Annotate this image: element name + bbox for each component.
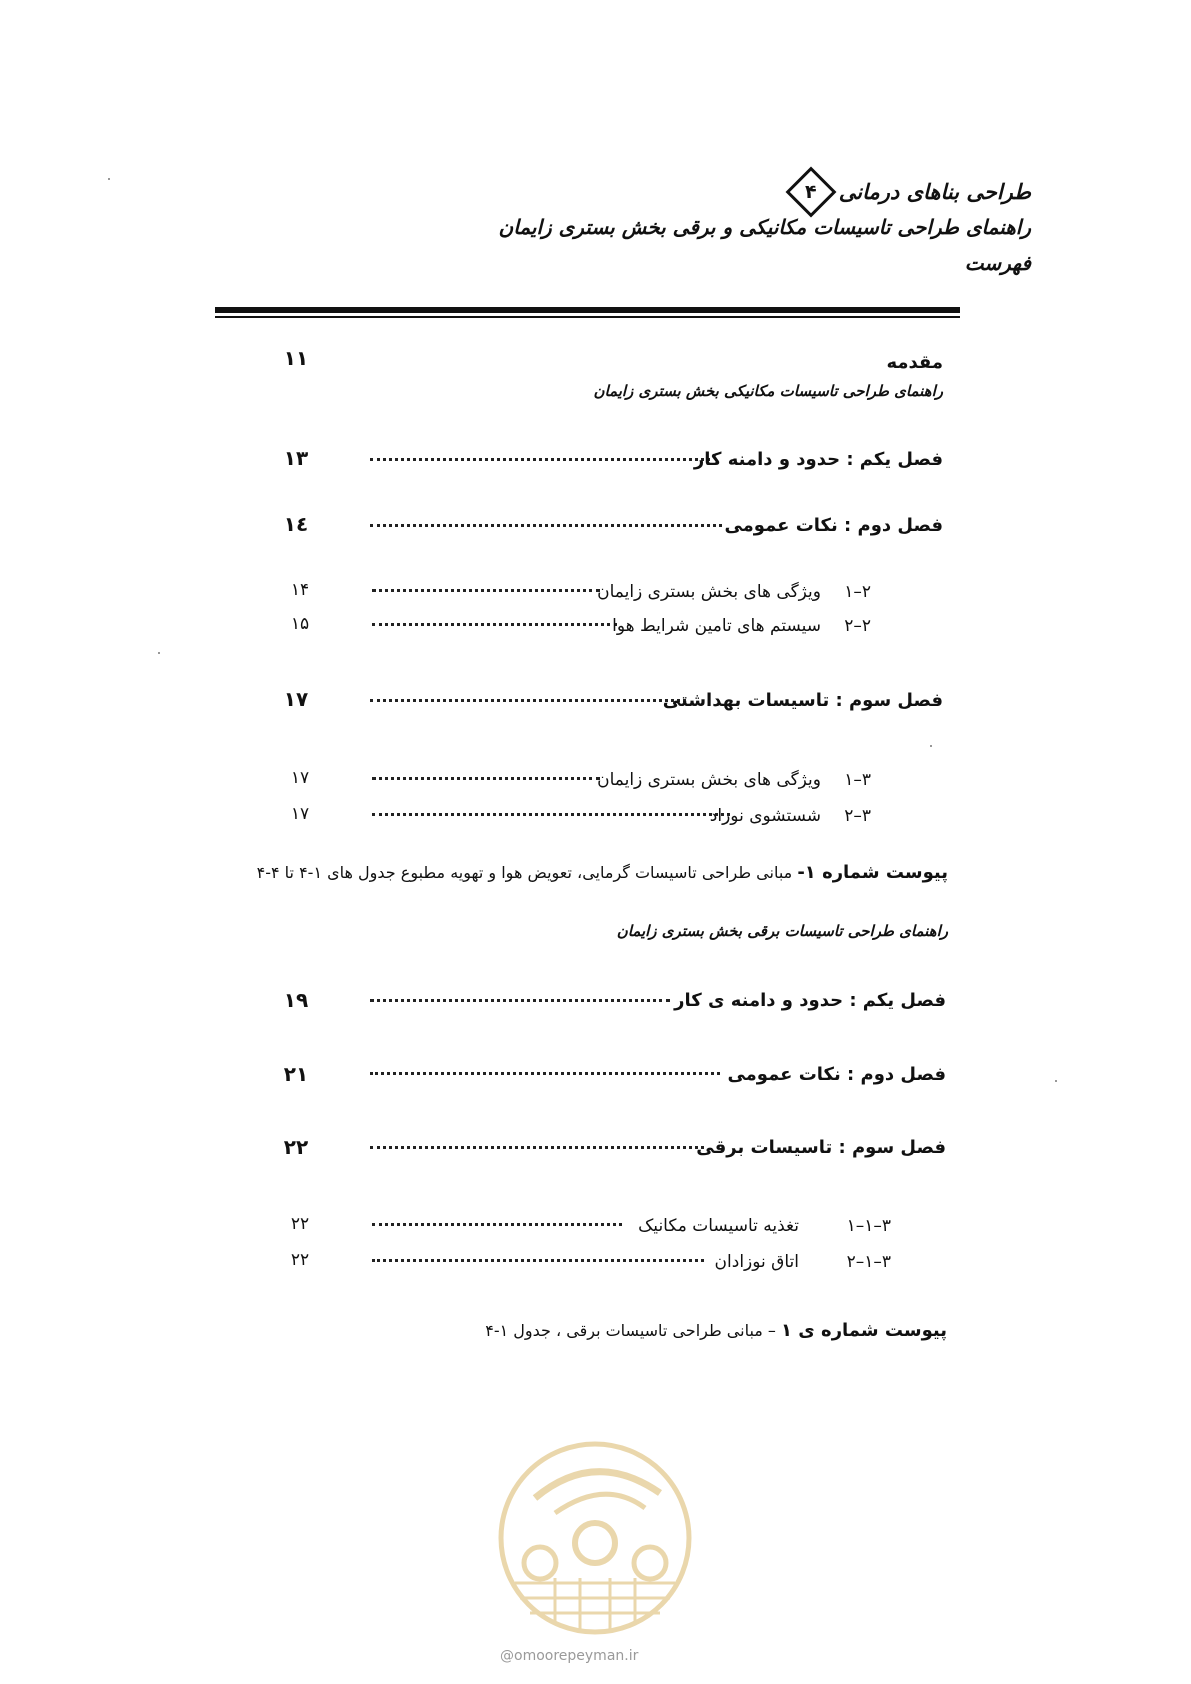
mech-ch3-label: فصل سوم : تاسیسات بهداشتی [662,690,943,711]
scan-speck [108,178,110,180]
elec-ch1-dot-leader [370,989,670,1002]
series-title [787,174,1031,210]
mech-3-1-title: ویژگی های بخش بستری زایمان [597,770,821,790]
mech-3-2-title: شستشوی نوزاد [709,806,821,826]
series-number: ۴ [804,181,817,204]
watermark-text: @omoorepeyman.ir [500,1648,639,1664]
elec-3-1-2-title: اتاق نوزادان [714,1252,799,1272]
elec-ch2-page: ۲۱ [283,1062,309,1086]
mech-2-2-num: ۲–۲ [844,616,871,636]
elec-ch3-dot-leader [370,1136,704,1149]
mech-ch3-page: ۱۷ [283,687,309,711]
mech-3-1-page: ۱۷ [290,768,310,788]
scan-speck [158,652,160,654]
mech-2-2-dot-leader [372,613,617,626]
mech-appendix [257,862,948,883]
elec-appendix-text: – مبانی طراحی تاسیسات برقی ، جدول ۱-۴ [485,1321,776,1340]
elec-3-1-1-title: تغذیه تاسیسات مکانیک [638,1216,799,1236]
mech-3-2-num: ۳–۲ [844,806,871,826]
intro-page: ۱۱ [283,346,309,370]
elec-3-1-1-num: ۳–۱–۱ [846,1216,891,1236]
elec-ch2-label: فصل دوم : نکات عمومی [727,1064,946,1085]
mech-ch1-label: فصل یکم : حدود و دامنه کار [693,449,943,470]
mechanical-subtitle: راهنمای طراحی تاسیسات مکانیکی بخش بستری زایمان [593,382,943,400]
mech-3-2-dot-leader [372,803,730,816]
elec-3-1-1-page: ۲۲ [290,1214,310,1234]
mech-3-1-dot-leader [372,767,600,780]
elec-ch3-label: فصل سوم : تاسیسات برقی [696,1137,946,1158]
mech-ch3-dot-leader [370,689,686,702]
elec-ch1-label: فصل یکم : حدود و دامنه ی کار [674,990,946,1011]
mech-3-2-page: ۱۷ [290,804,310,824]
mech-ch2-page: ۱٤ [283,512,309,536]
toc-title: فهرست [964,251,1031,275]
elec-3-1-2-page: ۲۲ [290,1250,310,1270]
mech-ch1-page: ۱۳ [283,446,309,470]
mech-ch2-label: فصل دوم : نکات عمومی [724,515,943,536]
series-title-text: طراحی بناهای درمانی [838,180,1031,204]
scan-speck [1055,1080,1057,1082]
mech-appendix-text: مبانی طراحی تاسیسات گرمایی، تعویض هوا و تهویه مطبوع جدول های ۱-۴ تا ۴-۴ [256,863,793,882]
intro-label: مقدمه [886,352,943,373]
header-divider-thin [215,316,960,318]
header-divider-thick [215,307,960,313]
guide-title: راهنمای طراحی تاسیسات مکانیکی و برقی بخش بستری زایمان [498,215,1031,239]
electrical-subtitle: راهنمای طراحی تاسیسات برقی بخش بستری زایمان [616,922,948,940]
series-number-badge [785,167,836,218]
scan-speck [930,745,932,747]
mech-ch1-dot-leader [370,448,710,461]
mech-2-1-title: ویژگی های بخش بستری زایمان [597,582,821,602]
elec-appendix-label: پیوست شماره ی ۱ [781,1320,947,1341]
mech-2-1-num: ۲–۱ [844,582,871,602]
mech-2-2-title: سیستم های تامین شرایط هوا [612,616,821,636]
elec-3-1-1-dot-leader [372,1213,622,1226]
mech-appendix-label: پیوست شماره ۱- [797,862,948,883]
mech-2-1-page: ۱۴ [290,580,310,600]
mech-ch2-dot-leader [370,514,722,527]
elec-appendix [485,1320,947,1341]
watermark-logo [495,1438,695,1638]
mech-2-1-dot-leader [372,579,600,592]
elec-ch3-page: ۲۲ [283,1135,309,1159]
mech-3-1-num: ۳–۱ [844,770,871,790]
elec-ch2-dot-leader [370,1062,720,1075]
mech-2-2-page: ۱۵ [290,614,310,634]
elec-3-1-2-num: ۳–۱–۲ [846,1252,891,1272]
elec-ch1-page: ۱۹ [283,988,309,1012]
elec-3-1-2-dot-leader [372,1249,704,1262]
